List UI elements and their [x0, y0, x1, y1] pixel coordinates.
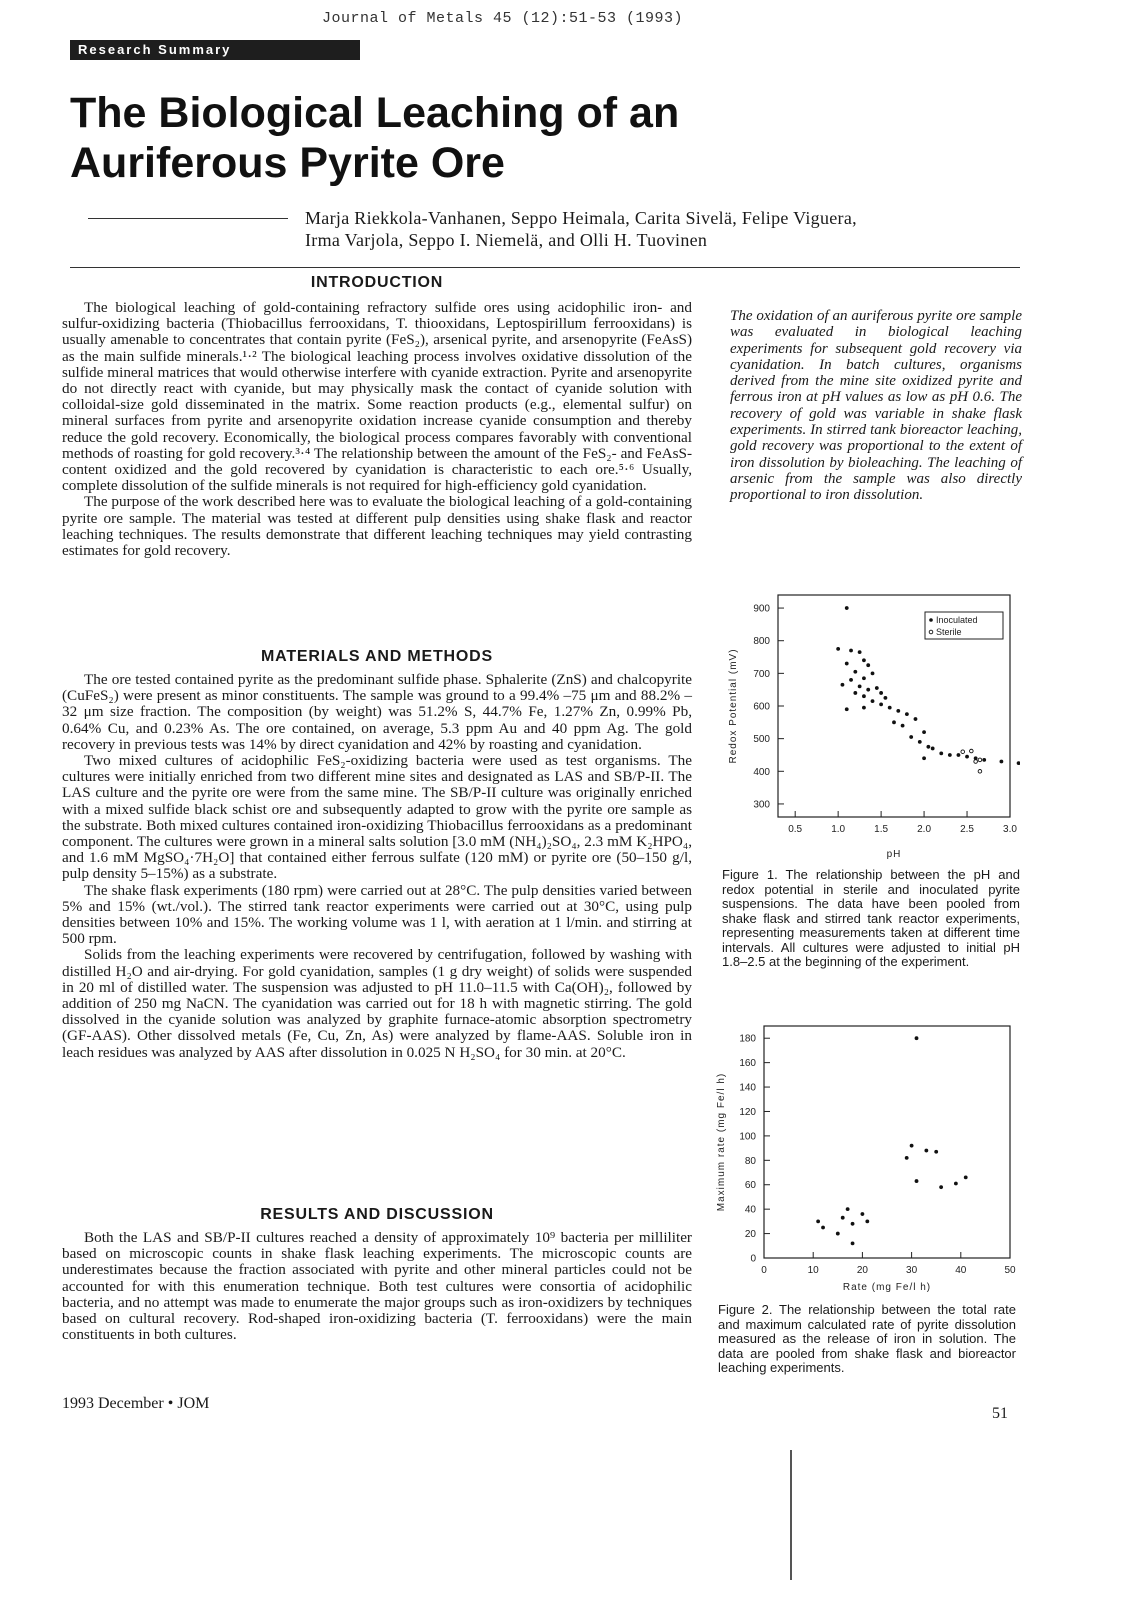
- data-point: [888, 706, 892, 710]
- data-point: [862, 694, 866, 698]
- y-tick-label: 700: [753, 668, 770, 680]
- data-point: [853, 670, 857, 674]
- legend-label-inoculated: Inoculated: [936, 615, 978, 625]
- data-point: [836, 647, 840, 651]
- data-point: [879, 691, 883, 695]
- x-axis-label: Rate (mg Fe/l h): [842, 1282, 932, 1293]
- data-point: [948, 753, 952, 757]
- x-tick-label: 2.0: [917, 824, 932, 835]
- introduction-paragraph-2: The purpose of the work described here was to evaluate the biological leaching of a gold-containing pyrite ore sample. The material was tested at different pulp densities using shake flask and reactor leaching techniques. The results demonstrate that different leaching techniques may yield contrasting estimates for gold recovery.: [62, 493, 692, 560]
- data-point: [853, 691, 857, 695]
- x-tick-label: 1.0: [831, 824, 846, 835]
- figure-1-caption: Figure 1. The relationship between the pH and redox potential in sterile and inoculated pyrite suspensions. The data have been pooled from shake flask and stirred tank reactor experiments, representing measurements taken at different time intervals. All cultures were adjusted to initial pH 1.8–2.5 at the beginning of the experiment.: [722, 867, 1020, 969]
- legend: [925, 612, 1003, 639]
- introduction-body: [62, 300, 692, 559]
- x-tick-label: 30: [906, 1265, 918, 1276]
- data-point: [915, 1179, 919, 1183]
- data-point: [851, 1241, 855, 1245]
- data-point: [866, 663, 870, 667]
- x-tick-label: 3.0: [1003, 824, 1017, 835]
- y-tick-label: 160: [739, 1058, 756, 1070]
- results-body: [62, 1230, 692, 1343]
- y-axis-label: Redox Potential (mV): [728, 648, 739, 764]
- footer-journal-date: 1993 December • JOM: [62, 1395, 210, 1412]
- legend-label-sterile: Sterile: [936, 627, 962, 637]
- title-line-2: Auriferous Pyrite Ore: [70, 139, 505, 187]
- introduction-paragraph-1: The biological leaching of gold-containing refractory sulfide ores using acidophilic iron- and sulfur-oxidizing bacteria (Thiobacillus ferrooxidans, T. thiooxidans, Leptospirillum ferrooxidans) is usually amenable to concentrates that contain pyrite (FeS₂), arsenical pyrite, and arsenopyrite (FeAsS) as the main sulfide minerals.¹·² The biological leaching process involves oxidative dissolution of the sulfide mineral matrices that would otherwise interfere with cyanide extraction. Pyrite and arsenopyrite do not directly react with cyanide, but may physically mask the contact of cyanide solution with colloidal-size gold disseminated in the matrix. Some reaction products (e.g., elemental sulfur) on mineral surfaces from pyrite and arsenopyrite oxidation increase cyanide consumption and thereby reduce the gold recovery. Economically, the biological process compares favorably with conventional methods of roasting for gold recovery.³·⁴ The relationship between the amount of the FeS₂- and FeAsS-content oxidized and the gold recovered by cyanidation is characteristic to each ore.⁵·⁶ Usually, complete dissolution of the sulfide minerals is not required for high-efficiency gold cyanidation.: [62, 299, 692, 495]
- data-point-sterile: [978, 769, 982, 773]
- data-point: [901, 724, 905, 728]
- results-paragraph-1: Both the LAS and SB/P-II cultures reached a density of approximately 10⁹ bacteria per milliliter based on microscopic counts in shake flask leaching experiments. The microscopic counts are underestimates because the fraction associated with pyrite and other mineral particles could not be accounted for with this enumeration technique. Both test cultures were consortia of acidophilic bacteria, and no attempt was made to enumerate the major groups such as iron-oxidizers by techniques based on cultural recovery. Rod-shaped iron-oxidizing bacteria (T. ferrooxidans) were the main constituents in both cultures.: [62, 1229, 692, 1344]
- data-point: [858, 650, 862, 654]
- data-point: [845, 662, 849, 666]
- y-tick-label: 300: [753, 799, 770, 811]
- y-tick-label: 80: [744, 1155, 756, 1167]
- data-point: [841, 683, 845, 687]
- data-point: [845, 606, 849, 610]
- methods-paragraph-1: The ore tested contained pyrite as the predominant sulfide phase. Sphalerite (ZnS) and chalcopyrite (CuFeS₂) were present as minor constituents. The sample was ground to a 99.4% –75 μm and 88.2% –32 μm size fraction. The composition (by weight) was 51.2% S, 44.7% Fe, 1.27% Zn, 0.99% Pb, 0.64% Cu, and 0.23% As. The ore contained, on average, 5.3 ppm Au and 40 ppm Ag. The gold recovery in previous tests was 14% by direct cyanidation and 42% by roasting and cyanidation.: [62, 671, 692, 753]
- data-point: [896, 709, 900, 713]
- y-tick-label: 100: [739, 1131, 756, 1143]
- figure-2-caption: Figure 2. The relationship between the total rate and maximum calculated rate of pyrite dissolution measured as the release of iron in solution. The data are pooled from shake flask and bioreactor leaching experiments.: [718, 1302, 1016, 1375]
- data-point: [862, 658, 866, 662]
- data-point: [892, 720, 896, 724]
- y-tick-label: 40: [744, 1204, 756, 1216]
- data-point: [939, 1185, 943, 1189]
- data-point: [851, 1222, 855, 1226]
- data-point: [846, 1207, 850, 1211]
- data-point: [845, 707, 849, 711]
- article-title: [70, 88, 970, 188]
- data-point: [918, 740, 922, 744]
- y-tick-label: 0: [750, 1253, 756, 1265]
- y-tick-label: 120: [739, 1106, 756, 1118]
- author-rule: [88, 218, 288, 219]
- data-point: [939, 751, 943, 755]
- y-tick-label: 400: [753, 766, 770, 778]
- data-point: [865, 1219, 869, 1223]
- data-point: [910, 1144, 914, 1148]
- x-tick-label: 0: [761, 1265, 767, 1276]
- introduction-heading: INTRODUCTION: [310, 274, 444, 291]
- y-axis-label: Maximum rate (mg Fe/l h): [716, 1072, 727, 1212]
- methods-body: [62, 672, 692, 1061]
- x-axis-label: pH: [886, 849, 902, 860]
- methods-paragraph-4: Solids from the leaching experiments were recovered by centrifugation, followed by washing with distilled H₂O and air-drying. For gold cyanidation, samples (1 g dry weight) of solids were suspended in 20 ml of distilled water. The suspension was adjusted to pH 11.0–11.5 with Ca(OH)₂, followed by addition of 250 mg NaCN. The cyanidation was carried out for 18 h with magnetic stirring. The gold dissolved in the cyanide solution was analyzed by graphite furnace-atomic absorption spectrometry (GF-AAS). Other dissolved metals (Fe, Cu, Zn, As) were analyzed by flame-AAS. Soluble iron in leach residues was analyzed by AAS after dissolution in 0.025 N H₂SO₄ for 30 min. at 20°C.: [62, 946, 692, 1061]
- results-heading: RESULTS AND DISCUSSION: [260, 1206, 494, 1223]
- y-tick-label: 900: [753, 603, 770, 615]
- page-number: 51: [992, 1405, 1008, 1422]
- data-point: [915, 1036, 919, 1040]
- figure-1-chart: [720, 585, 1020, 865]
- data-point: [861, 1212, 865, 1216]
- y-tick-label: 500: [753, 734, 770, 746]
- x-tick-label: 20: [856, 1265, 868, 1276]
- data-point: [816, 1219, 820, 1223]
- methods-paragraph-2: Two mixed cultures of acidophilic FeS₂-oxidizing bacteria were used as test organisms. The cultures were initially enriched from two different mine sites and designated as LAS and SB/P-II. The LAS culture and the pyrite ore were from the same mine. The SB/P-II culture was originally enriched with a mixed sulfide black schist ore and subsequently adapted to grow with the pyrite ore sample as the substrate. Both mixed cultures contained iron-oxidizing Thiobacillus ferrooxidans as a predominant component. The cultures were grown in a mineral salts solution [3.0 mM (NH₄)₂SO₄, 2.3 mM K₂HPO₄, and 1.6 mM MgSO₄·7H₂O] that contained either ferrous sulfate (120 mM) or pyrite ore (50–150 g/l, pulp density 5–15%) as a substrate.: [62, 752, 692, 883]
- data-point: [931, 747, 935, 751]
- data-point: [926, 745, 930, 749]
- data-point: [982, 758, 986, 762]
- data-point: [957, 753, 961, 757]
- legend-marker-sterile: [929, 630, 933, 634]
- x-tick-label: 10: [807, 1265, 819, 1276]
- y-tick-label: 600: [753, 701, 770, 713]
- y-tick-label: 800: [753, 636, 770, 648]
- data-point-sterile: [961, 750, 965, 754]
- data-point: [922, 730, 926, 734]
- header-rule: [70, 267, 1020, 268]
- title-line-1: The Biological Leaching of an: [70, 89, 680, 137]
- x-tick-label: 50: [1004, 1265, 1016, 1276]
- data-point: [879, 702, 883, 706]
- data-point: [836, 1232, 840, 1236]
- data-point: [1017, 761, 1020, 765]
- x-tick-label: 1.5: [874, 824, 889, 835]
- author-line-2: Irma Varjola, Seppo I. Niemelä, and Olli H. Tuovinen: [305, 230, 708, 250]
- data-point: [871, 671, 875, 675]
- methods-paragraph-3: The shake flask experiments (180 rpm) were carried out at 28°C. The pulp densities varied between 5% and 15% (wt./vol.). The stirred tank reactor experiments were carried out at 30°C, using pulp densities between 10% and 15%. The working volume was 1 l, with aeration at 1 l/min. and stirring at 500 rpm.: [62, 881, 692, 948]
- data-point: [914, 717, 918, 721]
- y-tick-label: 60: [744, 1180, 756, 1192]
- x-tick-label: 0.5: [788, 824, 803, 835]
- data-point: [849, 649, 853, 653]
- data-point: [922, 756, 926, 760]
- x-tick-label: 2.5: [960, 824, 974, 835]
- data-point: [821, 1226, 825, 1230]
- author-line-1: Marja Riekkola-Vanhanen, Seppo Heimala, Carita Sivelä, Felipe Viguera,: [305, 208, 857, 228]
- data-point: [954, 1182, 958, 1186]
- data-point: [1000, 760, 1004, 764]
- x-tick-label: 40: [955, 1265, 967, 1276]
- abstract: The oxidation of an auriferous pyrite ore sample was evaluated in biological leaching experiments for subsequent gold recovery via cyanidation. In batch cultures, organisms derived from the mine site oxidized pyrite and ferrous iron at pH values as low as pH 0.6. The recovery of gold was variable in shake flask experiments. In stirred tank bioreactor leaching, gold recovery was proportional to the extent of iron dissolution by bioleaching. The leaching of arsenic from the sample was also directly proportional to iron dissolution.: [730, 308, 1022, 504]
- data-point: [884, 696, 888, 700]
- y-tick-label: 180: [739, 1033, 756, 1045]
- scan-margin-mark: [790, 1450, 792, 1580]
- data-point: [849, 678, 853, 682]
- data-point: [875, 686, 879, 690]
- data-point: [866, 688, 870, 692]
- data-point-sterile: [974, 760, 978, 764]
- methods-heading: MATERIALS AND METHODS: [261, 648, 493, 665]
- data-point-sterile: [978, 758, 982, 762]
- author-list: [305, 207, 985, 251]
- y-tick-label: 140: [739, 1082, 756, 1094]
- data-point: [934, 1150, 938, 1154]
- data-point: [964, 1176, 968, 1180]
- data-point: [841, 1216, 845, 1220]
- data-point-sterile: [970, 749, 974, 753]
- data-point: [965, 755, 969, 759]
- data-point: [924, 1149, 928, 1153]
- running-head: Journal of Metals 45 (12):51-53 (1993): [322, 10, 684, 27]
- data-point: [871, 699, 875, 703]
- data-point: [905, 1156, 909, 1160]
- data-point: [862, 676, 866, 680]
- legend-marker-inoculated: [929, 618, 933, 622]
- figure-2-chart: [712, 1018, 1022, 1298]
- data-point: [905, 712, 909, 716]
- data-point: [862, 706, 866, 710]
- section-tag: Research Summary: [70, 40, 360, 60]
- plot-frame: [764, 1026, 1010, 1258]
- y-tick-label: 20: [744, 1229, 756, 1241]
- data-point: [909, 735, 913, 739]
- data-point: [858, 685, 862, 689]
